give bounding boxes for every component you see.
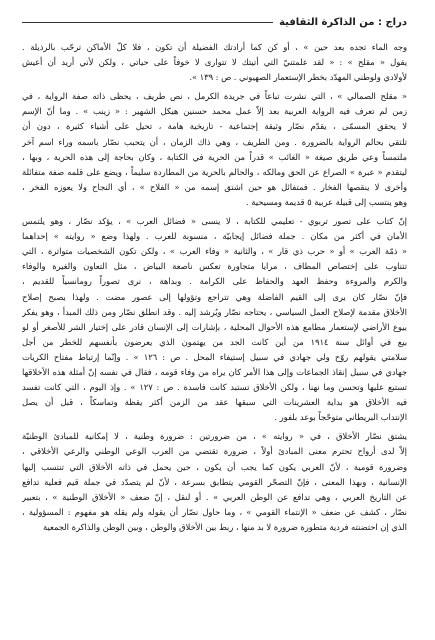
text-line: إلاّ لدى أرواح تحترم معنى المبادئ أولاً ، ضرورة تقتضي من العرب الوعي الوطني والرعي الأخلاقي ، <box>22 446 407 457</box>
text-line: وأخرى لا ينقصها الفخار . فمتفائل هو حين اشتق إسمه من « الفلاح » ، أي النجاح ولا يعوزه الفخر ، <box>22 181 407 192</box>
text-line: تستبع عليها وتحسن وما نهنا ، ولكن الأخلاق تستبد كانت فاسدة . ص : ١٢٧ » . وإذ اليوم ، التي كانت تفسد <box>22 382 407 393</box>
text-line: وجه الماء تجده بعد حين » ، أو كن كما أرادتك الفضيلة أن تكون ، فلا كلّ الأماكن ترحّب بالرذيلة . <box>22 42 407 52</box>
paragraph <box>22 40 407 85</box>
text-line: الإنتداب البريطاني متوحّجاً بوعد بلفور . <box>274 412 407 423</box>
text-line: إنّ كتاب على تصور تربوي - تعليمي للكتابة ، لا ينسى « فضائل العرب » ، يؤكد نصّار ، وهو يلتمس <box>22 216 407 227</box>
text-line: فيه الأخلاق هو بداية العشرينات التي سبقها عقد من الزمن أكثر يقظة وتماسكاً ، قبل أن يصل <box>22 397 407 408</box>
text-line: بيوع الأراضي لإستعمار مطامع هذه الأحوال المحلية ، بإشارات إلى الإنسان قادر على إختيار الشر للأصغر أو لو <box>22 321 407 332</box>
text-line: والكرم والمروءة وحفظ العهد والحفاظ على الكرامة . وبداهة ، نرى تصوراً رومانسياً للقديم ، <box>22 276 407 287</box>
text-line: يشتق نصّار الأخلاق ، في « روايته » ، من ضرورتين : ضرورة وطنية ، لا إمكانية للمبادئ الوطنيّة <box>22 431 407 442</box>
body-text <box>22 40 407 535</box>
text-line: تتناوب على إختصاص المطاف ، مرايا متجاورة تعكس ناصعة البياض ، مثل التعاون والغيرة والوفاء <box>22 261 407 272</box>
text-line: زمن لم تعرف فيه الرواية العربية بعد إلاّ عمل محمد حسنين هيكل الشهير : « زينب » . وما أنّ الإسم <box>22 106 407 117</box>
text-line: تلتقي بحالم الرواية بالضرورة . ومن الطريف ، وهي ذاك الزمان ، أن يتحبب نصّار باسمه وراء اسم آخر <box>22 136 407 147</box>
text-line: « مقلح الصمالي » ، التي نشرت تباعاً في جريدة الكرمل ، نص طريف ، يحظى ذاته صفة الرواية ، في <box>22 91 407 102</box>
header-rule <box>22 22 273 23</box>
text-line: الأمان في أكثر من مكان . جملة فضائل إيجابيّة ، منسوبة للعرب . ولهذا وضع « روايته » إحداهما <box>22 231 407 242</box>
text-line: وضرورة قومية ، لأنّ العربي يكون كما يجب أن يكون ، حين يحمل في ذاته الأخلاق التي تنتسب إليها <box>22 461 407 472</box>
text-line: يقول « مقلح » : « لقد علمتنيّ التي أتيتك لا تتوارى لا خوفاً على حياتي ، ولكن لأني أريد أن أعيش <box>22 57 407 68</box>
text-line: الذي إن احتضنته فردية متطورة ضرورة لا بد منها ، ربط بين الأخلاق والوطن ، وبين الوطن والذاكرة الجمعية <box>43 521 407 532</box>
text-line: لأولادي ولوطني المهدّد بخطر الإستعمار الصهيوني . ص : ١٣٩ ». <box>189 72 407 83</box>
paragraph <box>22 89 407 210</box>
text-line: لا يحقق المسمّى ، يقدّم نصّار وثيقة إجتماعية - تاريخية هامة ، تحيل على أشياء كثيرة ، دون أن <box>22 121 407 132</box>
text-line: عن التاريخ العربي ، وهي تدافع عن الوطن العربي » . أو لنقل ، إنّ ضعف « الأخلاق الوطنية » ، بتعبير <box>22 491 407 502</box>
text-line: فإنّ نصّار كان يرى إلى القيم الفاضلة وهي تتراجع وتؤولها إلى عصور مضت . ولهذا يصبح إصلاح <box>22 291 407 302</box>
header-title: دراج : من الذاكرة الثقافية <box>279 16 407 28</box>
running-header <box>22 8 407 36</box>
text-line: سلامتي يقولهم روّح ولي جهادي في سبيل إستيفاء المحل . ص : ١٢٦ » . وإنّما إرتباط مفتاح الكريات <box>22 351 407 362</box>
text-line: ملتمساً وعي طريق صيغة « الغائب » قدراً من الحرية في الكتابة ، وكان بحاجة إلى هذه الحرية ، وبها ، <box>22 151 407 162</box>
text-line: وهو ينتسب إلى قبيلة عربية ٥ قديمة ومسيحية . <box>246 196 407 207</box>
text-line: بيع في أوائل سنة ١٩١٤ من أين كانت الجد من يهتمون الذي يعرضون بأنفسهم للخطر من أجل <box>22 336 407 347</box>
paragraph <box>22 429 407 535</box>
paragraph <box>22 214 407 425</box>
text-line: جهادي في سبيل إنقاذ الجماعات وإلى هذا الأمر كان يراه من وفاء قومه ، فقال في نفسه إنّ أمثلة هذه الأخلاقها <box>22 366 407 377</box>
text-line: الأخلاق مقدمة لإصلاح العمل السياسي ، يحتاجه نصّار ويُرشد إليه . وقد انطلق نصّار ومن ذلك المبدأ ، وهو يفكر <box>22 306 407 317</box>
text-line: نصّار ، كشف عن ضعف « الإنتماء القومي » ، وما حاول نصّار أن يقوله ولم يقله هو مفهوم : المسؤولية ، <box>22 506 407 517</box>
text-line: ليتقدم « عبرة » الصراع عن الحق ومالكه ، والحالم بالحرية من المطاردة سليماً ، ويضع على قلمه صفة متفائلة <box>22 166 407 177</box>
text-line: « ذمّة العرب » أو « حرب ذي قار » ، والثانية « وفاء العرب » ، ولكن تكون الشخصيات متواترة ، التي <box>22 246 407 257</box>
text-line: الإنسانية ، وبهذا المعنى ، فإنّ التصحّر القومي يتطابق بسرعة ، لأنّ لم يتصدّد في جملة قيم فعلية تدافع <box>22 476 407 487</box>
